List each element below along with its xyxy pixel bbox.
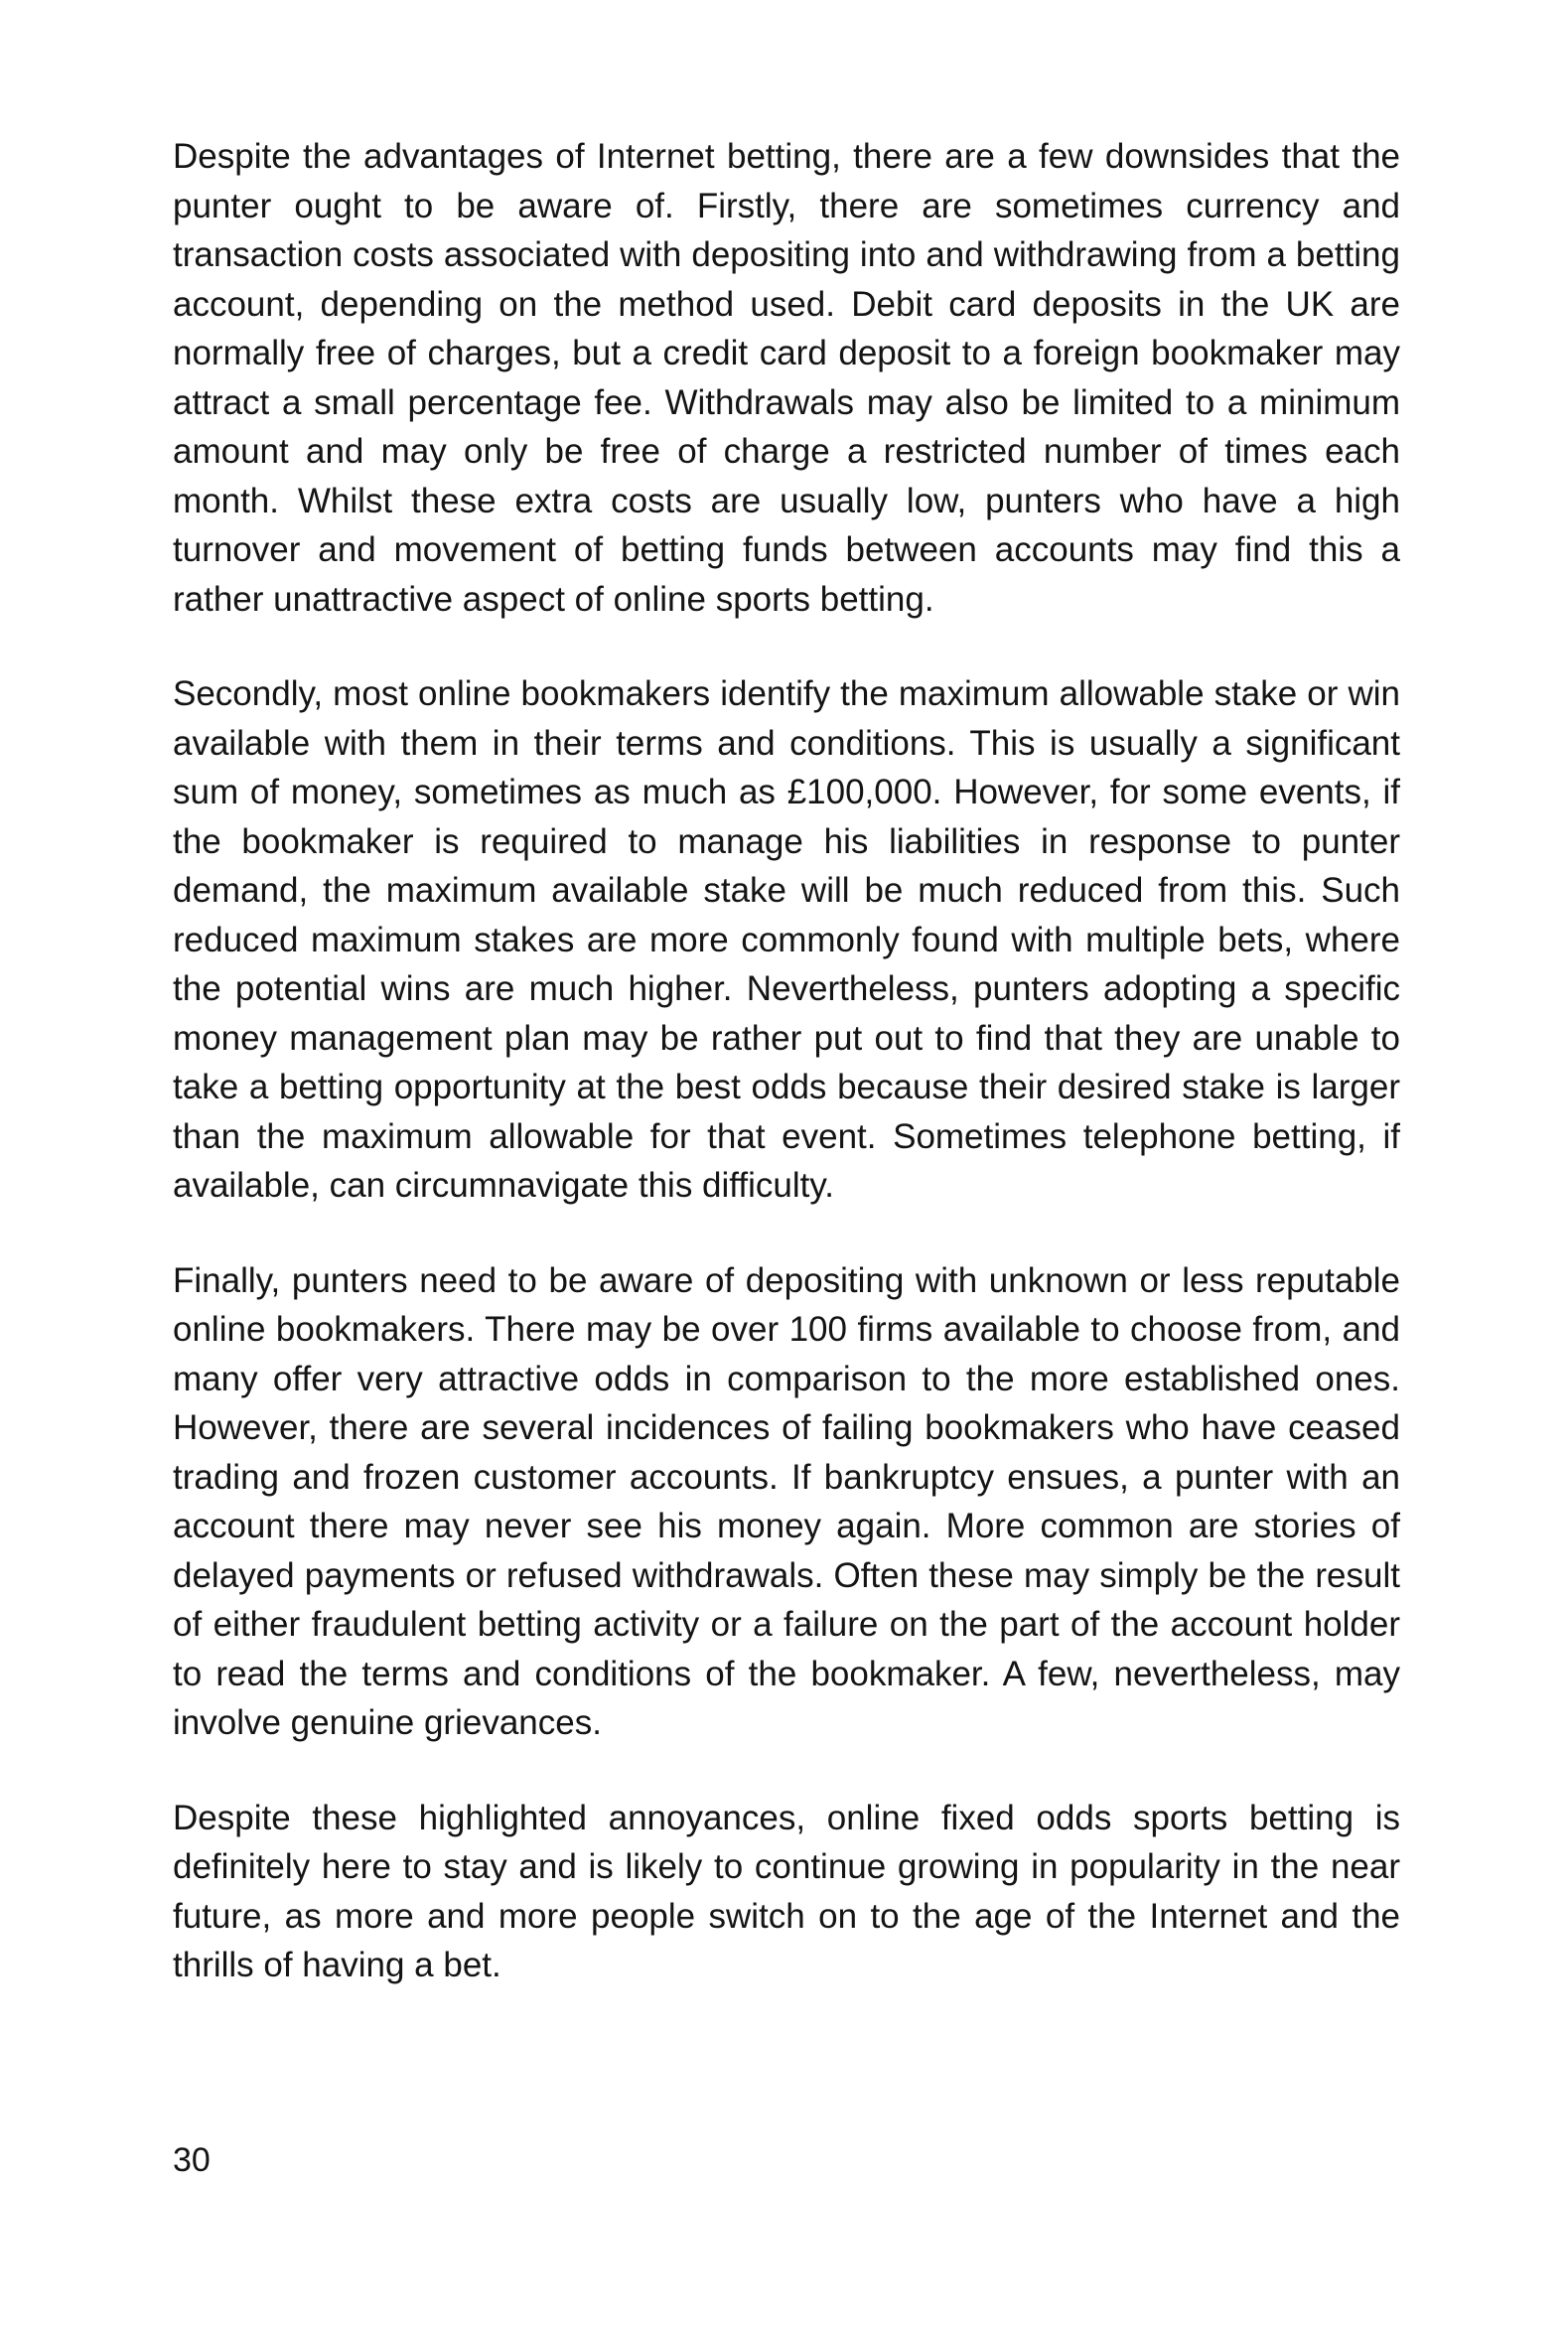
page-body <box>173 132 1400 1990</box>
paragraph-conclusion: Despite these highlighted annoyances, online fixed odds sports betting is definitely here to stay and is likely to continue growing in popularity in the near future, as more and more people switch on to the age of the Internet and the thrills of having a bet. <box>173 1798 1400 1984</box>
paragraph-maximum-stake: Secondly, most online bookmakers identify the maximum allowable stake or win available with them in their terms and conditions. This is usually a significant sum of money, sometimes as much as £100,000. However, for some events, if the bookmaker is required to manage his liabilities in response to punter demand, the maximum available stake will be much reduced from this. Such reduced maximum stakes are more commonly found with multiple bets, where the potential wins are much higher. Nevertheless, punters adopting a specific money management plan may be rather put out to find that they are unable to take a betting opportunity at the best odds because their desired stake is larger than the maximum allowable for that event. Sometimes telephone betting, if available, can circumnavigate this difficulty. <box>173 674 1400 1205</box>
paragraph-unknown-bookmakers: Finally, punters need to be aware of depositing with unknown or less reputable online bookmakers. There may be over 100 firms available to choose from, and many offer very attractive odds in comparison to the more established ones. However, there are several incidences of failing bookmakers who have ceased trading and frozen customer accounts. If bankruptcy ensues, a punter with an account there may never see his money again. More common are stories of delayed payments or refused withdrawals. Often these may simply be the result of either fraudulent betting activity or a failure on the part of the account holder to read the terms and conditions of the bookmaker. A few, nevertheless, may involve genuine grievances. <box>173 1260 1400 1742</box>
page-number: 30 <box>173 2141 211 2179</box>
paragraph-transaction-costs: Despite the advantages of Internet betting, there are a few downsides that the punter ought to be aware of. Firstly, there are sometimes currency and transaction costs associated with depositing into and withdrawing from a betting account, depending on the method used. Debit card deposits in the UK are normally free of charges, but a credit card deposit to a foreign bookmaker may attract a small percentage fee. Withdrawals may also be limited to a minimum amount and may only be free of charge a restricted number of times each month. Whilst these extra costs are usually low, punters who have a high turnover and movement of betting funds between accounts may find this a rather unattractive aspect of online sports betting. <box>173 137 1400 619</box>
